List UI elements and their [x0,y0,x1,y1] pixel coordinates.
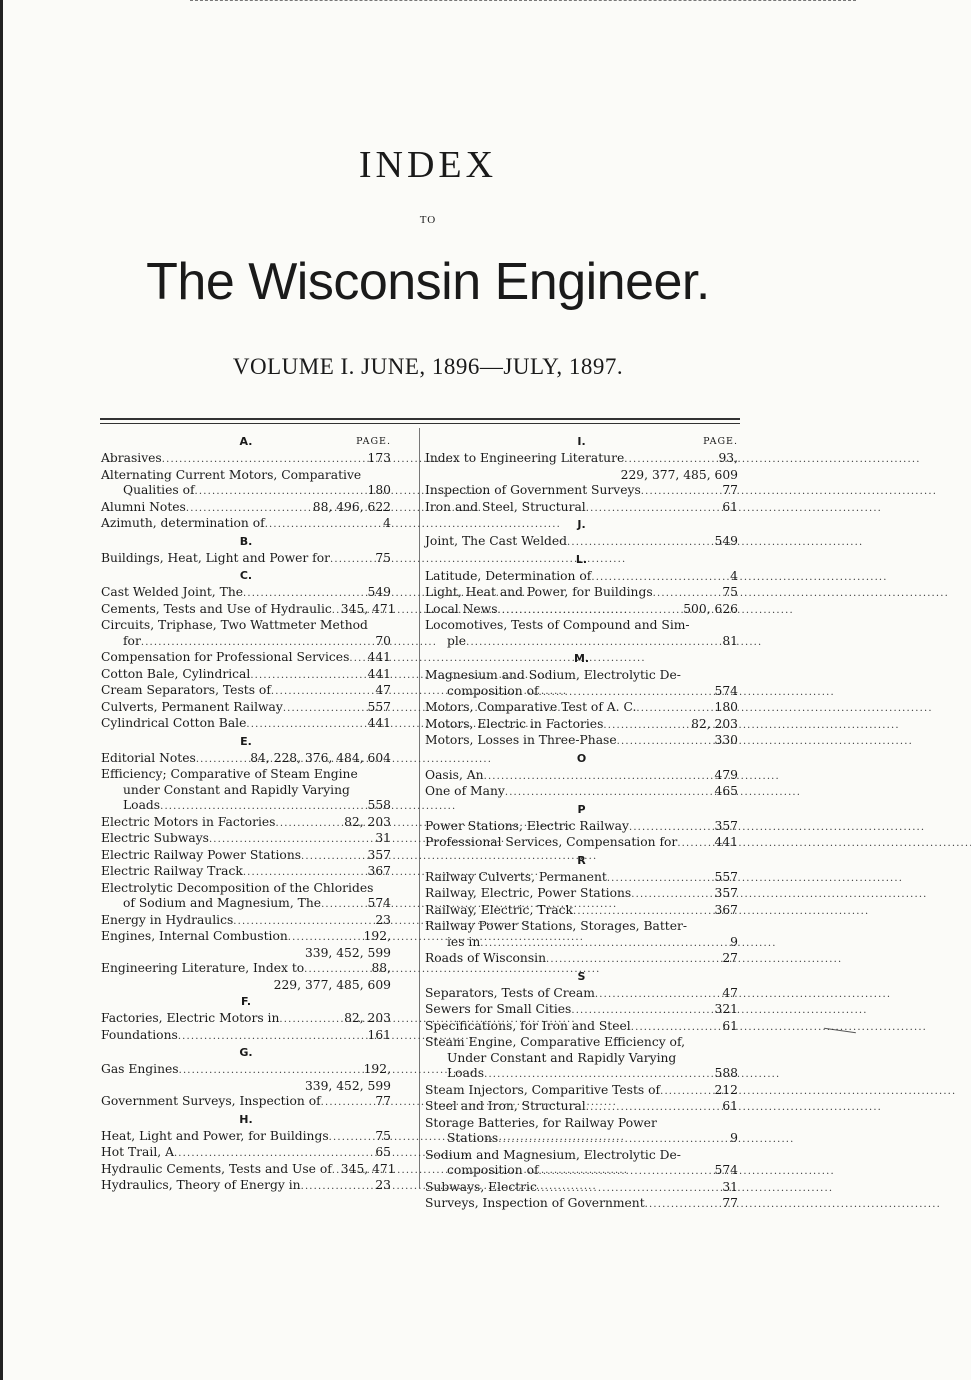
index-entry: Light, Heat and Power, for Buildings . . . 75 [425,585,738,602]
index-entry: Professional Services, Compensation for . . . 441 [425,835,738,852]
index-entry-line: under Constant and Rapidly Varying [123,782,350,797]
index-entry: Factories, Electric Motors in . . . 82, 203 [101,1011,391,1028]
index-entry: Engines, Internal Combustion . . . 192, [101,929,391,946]
index-entry: Government Surveys, Inspection of . . . 77 [101,1094,391,1111]
index-entry: Index to Engineering Literature . . . 93, [425,451,738,468]
section-letter: S [577,969,586,983]
index-entry: Motors, Losses in Three-Phase . . . 330 [425,733,738,750]
index-entry: Railway, Electric, Track . . . 367 [425,903,738,920]
section-letter: E. [240,734,252,748]
volume-line: VOLUME I. JUNE, 1896—JULY, 1897. [232,354,624,379]
index-entry: Electric Motors in Factories . . . 82, 203 [101,815,391,832]
index-entry: Culverts, Permanent Railway . . . 557 [101,700,391,717]
index-entry: Loads . . . 558 [101,798,391,815]
index-entry: Hydraulics, Theory of Energy in . . . 23 [101,1178,391,1195]
index-entry: Gas Engines . . . 192, [101,1062,391,1079]
index-entry: Editorial Notes . . . 84, 228, 376, 484, 604 [101,751,391,768]
index-entry: Foundations . . . 161 [101,1028,391,1045]
index-entry: Oasis, An . . . 479 [425,768,738,785]
section-letter: C. [239,569,253,582]
index-entry: Buildings, Heat, Light and Power for . . . 75 [101,551,391,568]
index-entry: Alumni Notes . . . 88, 496, 622 [101,500,391,517]
index-entry: for . . . 70 [101,634,391,651]
column-header [101,433,391,451]
section-letter: G. [239,1046,253,1059]
index-entry: Sewers for Small Cities . . . 321 [425,1002,738,1019]
index-entry-line: Efficiency; Comparative of Steam Engine [101,767,358,781]
section-letter: P [577,802,586,816]
index-entry: Motors, Electric in Factories . . . 82, 203 [425,717,738,734]
index-entry-line: Magnesium and Sodium, Electrolytic De- [425,668,681,682]
index-entry: ple . . . 81 [425,634,738,651]
index-entry-line: Storage Batteries, for Railway Power [425,1115,657,1130]
index-entry: Loads . . . 588 [425,1066,738,1083]
column-header [425,433,738,451]
index-entry: Compensation for Professional Services . . . 441 [101,650,391,667]
index-entry: One of Many . . . 465 [425,784,738,801]
index-entry-line: Sodium and Magnesium, Electrolytic De- [425,1147,681,1162]
index-entry: Railway, Electric, Power Stations . . . 357 [425,886,738,903]
index-entry-line: Locomotives, Tests of Compound and Sim- [425,618,690,632]
index-entry-line: Railway Power Stations, Storages, Batter- [425,919,688,933]
index-entry: Qualities of . . . 180 [101,483,391,500]
index-entry: Abrasives . . . 173 [101,451,391,468]
index-entry-line: Circuits, Triphase, Two Wattmeter Method [101,618,368,632]
section-letter: I. [577,435,586,448]
to-label: TO [419,214,437,226]
index-entry-line: Electrolytic Decomposition of the Chlorides [101,880,374,895]
index-entry: Stations . . . 9 [425,1131,738,1148]
index-entry: Joint, The Cast Welded . . . 549 [425,534,738,551]
index-entry-line: Alternating Current Motors, Comparative [101,467,362,482]
index-entry: Electric Railway Track . . . 367 [101,864,391,881]
index-entry: Electric Subways . . . 31 [101,831,391,848]
page-numbers-cont: 229, 377, 485, 609 [273,977,391,992]
index-entry: Steam Injectors, Comparitive Tests of . . . 212 [425,1083,738,1100]
page-column-label: PAGE. [356,436,391,447]
page-column-label: PAGE. [703,436,738,447]
index-entry: Local News . . . 500, 626 [425,602,738,619]
section-letter: H. [239,1112,253,1126]
index-entry: Cylindrical Cotton Bale . . . 441 [101,716,391,733]
index-column-right [425,433,738,1213]
index-entry: Energy in Hydraulics . . . 23 [101,913,391,930]
index-entry: Cream Separators, Tests of . . . 47 [101,683,391,700]
index-entry: of Sodium and Magnesium, The . . . 574 [101,896,391,913]
section-letter: J. [577,518,586,531]
index-column-left [101,433,396,1195]
section-letter: R [577,853,586,867]
section-letter: M. [573,652,590,665]
index-entry: Power Stations, Electric Railway . . . 357 [425,819,738,836]
index-entry: Heat, Light and Power, for Buildings . . . 75 [101,1129,391,1146]
index-entry: Separators, Tests of Cream . . . 47 [425,986,738,1003]
index-entry: Cements, Tests and Use of Hydraulic . . . 345, 471 [101,602,391,619]
page-numbers-cont: 339, 452, 599 [304,945,391,960]
page-top-edge [190,0,856,2]
index-entry: Cast Welded Joint, The . . . 549 [101,585,391,602]
index-entry: Steel and Iron, Structural . . . 61 [425,1099,738,1116]
page-numbers-cont: 229, 377, 485, 609 [620,467,738,482]
section-letter: L. [575,552,588,566]
index-entry: Railway Culverts, Permanent . . . 557 [425,870,738,887]
index-entry: Latitude, Determination of . . . 4 [425,569,738,586]
section-letter: O [576,751,587,765]
double-rule-bottom [100,423,740,424]
page-title: INDEX [358,144,498,186]
index-entry: Roads of Wisconsin . . . 27 [425,951,738,968]
double-rule-top [100,418,740,420]
index-entry: Azimuth, determination of . . . 4 [101,516,391,533]
index-entry-line: Steam Engine, Comparative Efficiency of, [425,1035,685,1049]
index-entry: composition of . . . 574 [425,684,738,701]
index-entry-line: Under Constant and Rapidly Varying [447,1050,677,1065]
journal-title: The Wisconsin Engineer. [146,253,710,311]
section-letter: F. [240,995,252,1008]
section-letter: A. [239,435,253,448]
index-entry: Motors, Comparative Test of A. C. . . . 180 [425,700,738,717]
page-edge [0,0,3,1380]
index-entry: Surveys, Inspection of Government . . . 77 [425,1196,738,1213]
index-entry: ies in . . . 9 [425,935,738,952]
index-entry: Hydraulic Cements, Tests and Use of . . . 345, 471 [101,1162,391,1179]
index-entry: Cotton Bale, Cylindrical . . . 441 [101,667,391,684]
index-entry: Specifications, for Iron and Steel . . . 61 [425,1019,738,1036]
index-entry: composition of . . . 574 [425,1163,738,1180]
page-numbers-cont: 339, 452, 599 [304,1078,391,1093]
index-entry: Inspection of Government Surveys . . . 77 [425,483,738,500]
index-entry: Engineering Literature, Index to . . . 88, [101,961,391,978]
index-entry: Electric Railway Power Stations . . . 357 [101,848,391,865]
section-letter: B. [239,534,253,548]
index-entry: Iron and Steel, Structural . . . 61 [425,500,738,517]
index-entry: Hot Trail, A . . . 65 [101,1145,391,1162]
index-entry: Subways, Electric . . . 31 [425,1180,738,1197]
